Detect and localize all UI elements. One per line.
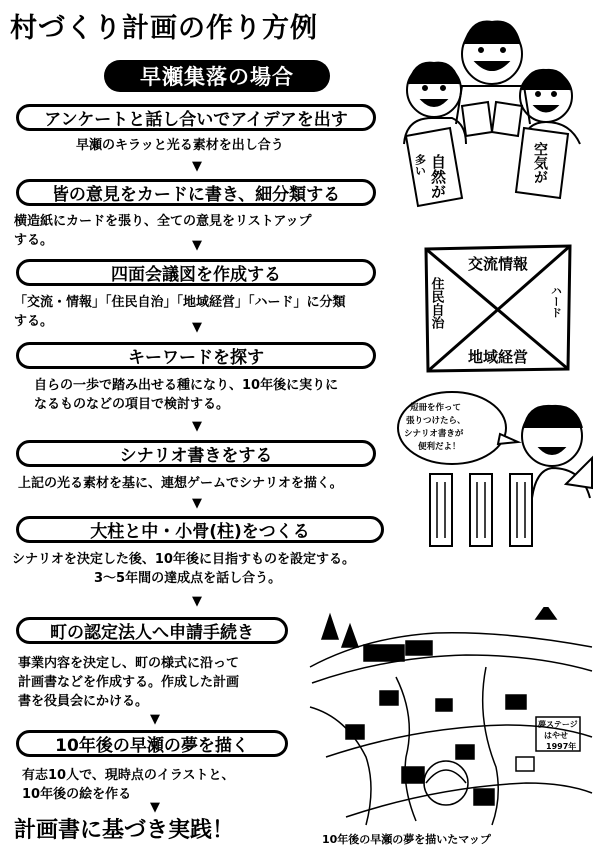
map-caption: 10年後の早瀬の夢を描いたマップ (322, 833, 491, 846)
speech-line-3: シナリオ書きが (404, 429, 464, 439)
step-1-heading: アンケートと話し合いでアイデアを出す (16, 104, 376, 131)
step-4-heading: キーワードを探す (16, 342, 376, 369)
step-5-desc-1: 上記の光る素材を基に、連想ゲームでシナリオを描く。 (18, 476, 343, 491)
card-text-air: 空気が (532, 142, 548, 184)
final-statement: 計画書に基づき実践！ (14, 818, 235, 843)
step-8-desc-2: 10年後の絵を作る (22, 787, 132, 802)
map-label-stage: 夢ステージ (538, 720, 578, 729)
card-text-nature: 自然が (429, 154, 447, 199)
step-arrow: ▼ (150, 800, 160, 815)
step-6-desc-2: 3～5年間の達成点を話し合う。 (94, 571, 282, 586)
step-4-desc-2: なるものなどの項目で検討する。 (34, 397, 230, 412)
step-5-heading: シナリオ書きをする (16, 440, 376, 467)
people-with-cards-illustration (392, 14, 592, 212)
step-3-desc-2: する。 (14, 314, 54, 329)
page-title: 村づくり計画の作り方例 (10, 13, 318, 44)
step-6-heading: 大柱と中・小骨(柱)をつくる (16, 516, 384, 543)
card-text-many: 多い (413, 154, 427, 176)
step-arrow: ▼ (192, 419, 202, 434)
step-1-desc-1: 早瀬のキラッと光る素材を出し合う (76, 138, 284, 153)
step-arrow: ▼ (192, 594, 202, 609)
speech-bubble-illustration (396, 388, 596, 548)
step-arrow: ▼ (150, 712, 160, 727)
step-2-desc-2: する。 (14, 233, 54, 248)
speech-line-2: 張りつけたら、 (406, 416, 466, 426)
speech-line-4: 便利だよ！ (418, 442, 461, 452)
step-7-desc-3: 書を役員会にかける。 (18, 694, 149, 709)
village-map-illustration (306, 607, 596, 829)
step-6-desc-1: シナリオを決定した後、10年後に目指すものを設定する。 (12, 552, 355, 567)
map-label-year: 1997年 (546, 742, 577, 751)
diagram-bottom-label: 地域経営 (467, 348, 529, 366)
diagram-right-label: ハード (549, 285, 563, 318)
step-arrow: ▼ (192, 496, 202, 511)
step-2-desc-1: 横造紙にカードを張り、全ての意見をリストアップ (14, 214, 312, 229)
step-7-heading: 町の認定法人へ申請手続き (16, 617, 288, 644)
step-8-desc-1: 有志10人で、現時点のイラストと、 (22, 768, 235, 783)
map-label-hayase: はやせ (544, 731, 568, 740)
four-sided-diagram-illustration (422, 243, 574, 373)
step-3-desc-1: 「交流・情報」「住民自治」「地域経営」「ハード」に分類 (14, 295, 346, 310)
step-7-desc-2: 計画書などを作成する。作成した計画 (18, 675, 240, 690)
step-7-desc-1: 事業内容を決定し、町の様式に沿って (18, 656, 240, 671)
diagram-left-label: 住民自治 (428, 277, 444, 329)
step-arrow: ▼ (192, 159, 202, 174)
step-2-heading: 皆の意見をカードに書き、細分類する (16, 179, 376, 206)
speech-line-1: 短冊を作って (410, 403, 462, 413)
step-arrow: ▼ (192, 238, 202, 253)
step-8-heading: 10年後の早瀬の夢を描く (16, 730, 288, 757)
step-4-desc-1: 自らの一歩で踏み出せる種になり、10年後に実りに (34, 378, 339, 393)
case-badge: 早瀬集落の場合 (104, 60, 330, 92)
step-3-heading: 四面会議図を作成する (16, 259, 376, 286)
diagram-top-label: 交流情報 (467, 255, 529, 273)
step-arrow: ▼ (192, 320, 202, 335)
